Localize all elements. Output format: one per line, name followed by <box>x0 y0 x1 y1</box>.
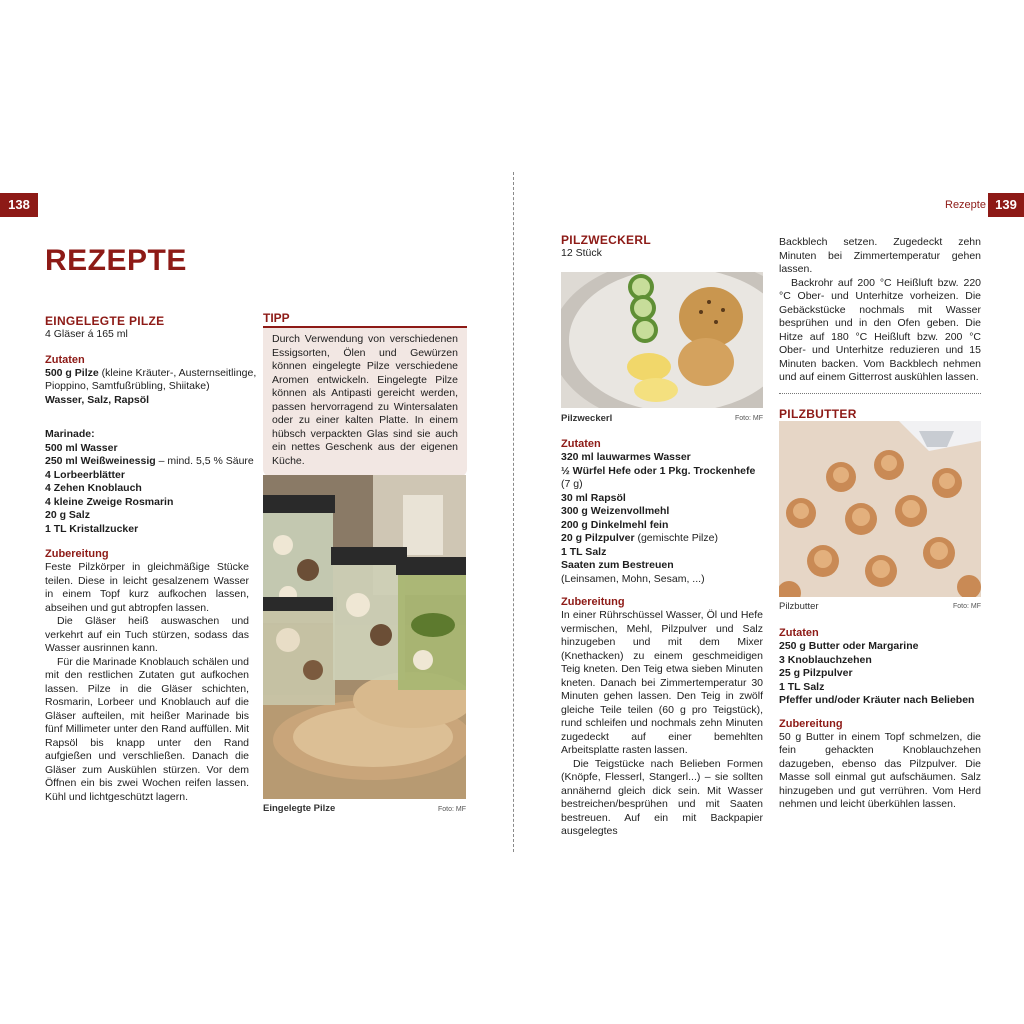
zutaten-list <box>779 640 981 708</box>
ingredient-amount: 1 TL Kristallzucker <box>45 522 139 535</box>
recipe-title: PILZBUTTER <box>779 406 857 421</box>
pilzweckerl-body <box>561 438 763 839</box>
ingredient-amount: 500 ml Wasser <box>45 441 118 454</box>
zutaten-heading: Zutaten <box>45 353 85 366</box>
photo-caption: Pilzweckerl <box>561 413 613 424</box>
recipe-yield: 4 Gläser á 165 ml <box>45 328 128 340</box>
ingredient-amount: 1 TL Salz <box>561 545 607 558</box>
ingredient-amount: 300 g Weizenvollmehl <box>561 505 670 517</box>
ingredient-line <box>561 505 763 519</box>
marinade-list <box>45 441 254 537</box>
ingredient-amount: ½ Würfel Hefe oder 1 Pkg. Trockenhefe <box>561 464 756 477</box>
ingredient-note: (7 g) <box>561 478 583 490</box>
paragraph: Feste Pilzkörper in gleichmäßige Stücke teilen. Diese in leicht gesalzenem Wasser in einem Topf kurz aufkochen lassen, abseihen und gut abtropfen lassen. <box>45 561 249 614</box>
ingredient-line <box>561 546 763 560</box>
running-head: Rezepte <box>945 199 986 211</box>
photo-credit: Foto: MF <box>735 415 764 422</box>
zubereitung-text-continued <box>779 236 981 385</box>
ingredient-line <box>45 482 249 496</box>
zubereitung-heading: Zubereitung <box>561 596 625 608</box>
ingredient-line <box>779 640 981 654</box>
marinade-heading: Marinade: <box>45 428 95 440</box>
ingredient-line <box>561 519 763 533</box>
tipp-heading: TIPP <box>263 311 467 328</box>
ingredient-line <box>561 559 763 573</box>
ingredient-line <box>779 667 981 681</box>
recipe-eingelegte-pilze <box>45 314 257 804</box>
photo-eingelegte-pilze <box>263 475 466 799</box>
zubereitung-heading: Zubereitung <box>45 548 109 560</box>
ingredient-amount: 500 g Pilze <box>45 366 99 379</box>
main-title: REZEPTE <box>45 244 187 277</box>
ingredient-line <box>45 469 249 483</box>
ingredient-line <box>561 532 763 546</box>
paragraph: Backblech setzen. Zugedeckt zehn Minuten bei Zimmertemperatur gehen lassen. <box>779 236 981 275</box>
ingredient-line <box>45 455 254 469</box>
paragraph: Die Teigstücke nach Belieben Formen (Knöpfe, Flesserl, Stangerl...) – sie sollten annähernd gleich dick sein. Mit Wasser bestreichen/besprühen und mit Saaten bestreuen. Auf ein mit Backpapier ausgelegtes <box>561 757 763 837</box>
photo-pilzbutter <box>779 421 981 597</box>
ingredient-line <box>561 492 763 506</box>
ingredient-line <box>561 451 763 465</box>
tipp-box <box>263 311 467 477</box>
zutaten-heading: Zutaten <box>779 627 819 639</box>
photo-caption: Pilzbutter <box>779 601 819 612</box>
ingredient-amount: 20 g Salz <box>45 509 90 521</box>
ingredient-amount: 4 kleine Zweige Rosmarin <box>45 495 174 508</box>
ingredient-line <box>561 465 763 479</box>
zubereitung-text <box>779 731 981 812</box>
paragraph: Die Gläser heiß auswaschen und verkehrt auf ein Tuch stürzen, sodass das Wasser ausrinnen kann. <box>45 615 249 654</box>
ingredient-line <box>779 694 981 708</box>
ingredient-note: (Leinsamen, Mohn, Sesam, ...) <box>561 572 705 585</box>
ingredient-note: (kleine Kräuter-, Austernseitlinge, <box>98 366 257 379</box>
ingredient-note: Pioppino, Samtfußrübling, Shiitake) <box>45 380 210 392</box>
ingredient-line <box>45 380 249 394</box>
ingredient-line <box>45 366 257 381</box>
paragraph: 50 g Butter in einem Topf schmelzen, die fein gehackten Knoblauchzehen dazugeben, ebenso das Pilzpulver. Die Masse soll einmal gut aufschäumen. Salz hinzugeben und gut verrühren. Vom Herd nehmen und leicht überkühlen lassen. <box>779 730 981 810</box>
ingredient-amount: 250 ml Weißweinessig <box>45 455 156 467</box>
zutaten-heading: Zutaten <box>561 438 601 450</box>
paragraph: In einer Rührschüssel Wasser, Öl und Hefe vermischen, Mehl, Pilzpulver und Salz hinzugeben und mit dem Mixer (Knethacken) zu einem geschmeidigen Teig kneten. Den Teig etwa sieben Minuten kneten. Danach bei Zimmertemperatur 30 Minuten gehen lassen. Den Teig in zwölf gleiche Teile teilen (60 g pro Teigstück), rund schleifen und nochmals zehn Minuten zugedeckt auf einer bemehlten Arbeitsplatte rasten lassen. <box>561 609 763 756</box>
ingredient-line <box>45 523 249 537</box>
ingredient-line <box>561 573 763 587</box>
pilzbutter-body <box>779 627 981 812</box>
photo-pilzweckerl <box>561 272 763 408</box>
section-divider <box>779 393 981 394</box>
ingredient-line <box>45 394 249 408</box>
ingredient-amount: 25 g Pilzpulver <box>779 667 853 679</box>
paragraph: Backrohr auf 200 °C Heißluft bzw. 220 °C Ober- und Unterhitze vorheizen. Die Gebäckstücke nochmals mit Wasser besprühen und in den Ofen geben. Die Hitze auf 180 °C Heißluft bzw. 200 °C Ober- und Unterhitze reduzieren und 15 Minuten backen. Vom Backblech nehmen und auf einem Gitterrost auskühlen lassen. <box>779 276 981 383</box>
page-gutter <box>513 172 514 852</box>
recipe-pilzweckerl <box>561 233 763 267</box>
photo-credit: Foto: MF <box>438 806 467 813</box>
ingredient-note: (gemischte Pilze) <box>634 532 718 544</box>
zubereitung-text <box>45 561 249 804</box>
zutaten-list <box>45 366 257 408</box>
pilzweckerl-continued <box>779 236 981 421</box>
ingredient-amount: 320 ml lauwarmes Wasser <box>561 451 691 463</box>
photo-credit: Foto: MF <box>953 603 982 610</box>
ingredient-amount: 4 Lorbeerblätter <box>45 468 125 481</box>
zubereitung-heading: Zubereitung <box>779 717 843 730</box>
ingredient-line <box>779 654 981 668</box>
ingredient-note: – mind. 5,5 % Säure <box>155 455 254 467</box>
ingredient-amount: Pfeffer und/oder Kräuter nach Belieben <box>779 694 975 706</box>
ingredient-amount: 3 Knoblauchzehen <box>779 653 872 666</box>
ingredient-amount: 4 Zehen Knoblauch <box>45 482 142 494</box>
ingredient-amount: 250 g Butter oder Margarine <box>779 640 919 652</box>
ingredient-amount: 200 g Dinkelmehl fein <box>561 518 669 531</box>
tipp-text: Durch Verwendung von verschiedenen Essigsorten, Ölen und Gewürzen können eingelegte Pilze verschiedene Aromen entwickeln. Eingelegte Pilze können als Antipasti gereicht werden, passen hervorragend zu Wintersalaten oder zu einer kalten Platte. In einem hübsch verpackten Glas sind sie auch ein nettes Geschenk aus der eigenen Küche. <box>263 328 467 477</box>
ingredient-line <box>779 681 981 695</box>
paragraph: Für die Marinade Knoblauch schälen und mit den restlichen Zutaten gut aufkochen lassen. Pilze in die Gläser schichten, Rosmarin, Lorbeer und Knoblauch auf die Gläser aufteilen, mit heißer Marinade bis fünf Millimeter unter den Rand auffüllen. Mit Rapsöl bis knapp unter den Rand aufgießen und verschließen. Danach die Gläser zum Auskühlen stürzen. Vor dem Öffnen ein bis zwei Wochen reifen lassen. Kühl und lichtgeschützt lagern. <box>45 655 249 803</box>
recipe-yield: 12 Stück <box>561 247 602 259</box>
recipe-title: EINGELEGTE PILZE <box>45 314 165 328</box>
ingredient-amount: Saaten zum Bestreuen <box>561 559 674 571</box>
ingredient-amount: 30 ml Rapsöl <box>561 491 626 504</box>
ingredient-line <box>45 496 249 510</box>
ingredient-line <box>561 478 763 492</box>
ingredient-line <box>45 509 249 523</box>
zubereitung-text <box>561 609 763 839</box>
recipe-title: PILZWECKERL <box>561 233 651 247</box>
ingredient-amount: 1 TL Salz <box>779 680 825 693</box>
photo-caption: Eingelegte Pilze <box>263 803 336 814</box>
zutaten-list <box>561 451 763 586</box>
ingredient-amount: 20 g Pilzpulver <box>561 532 635 544</box>
ingredient-amount: Wasser, Salz, Rapsöl <box>45 393 150 406</box>
page-number-right: 139 <box>988 193 1024 217</box>
page-number-left: 138 <box>0 193 38 217</box>
ingredient-line <box>45 442 249 456</box>
